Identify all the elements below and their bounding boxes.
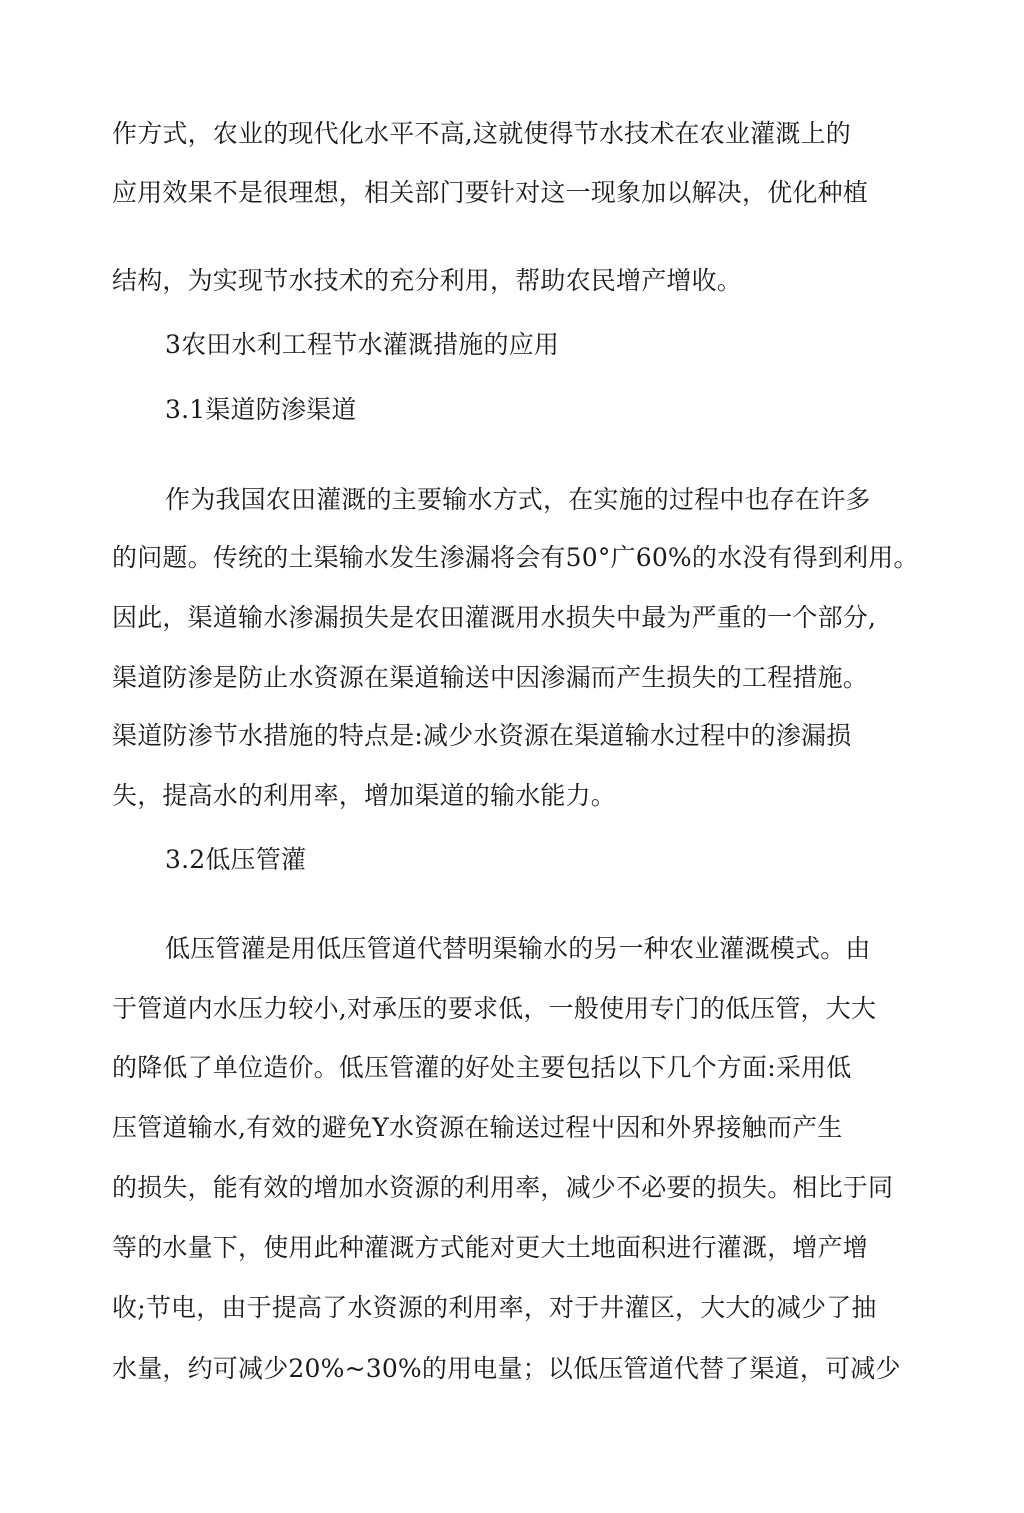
paragraph-line: 渠道防渗节水措施的特点是:减少水资源在渠道输水过程中的渗漏损: [112, 721, 852, 750]
paragraph-line: 结构，为实现节水技术的充分利用，帮助农民增产增收。: [112, 266, 743, 295]
paragraph-line: 的降低了单位造价。低压管灌的好处主要包括以下几个方面:采用低: [112, 1053, 852, 1082]
paragraph-line: 水量，约可减少20%~30%的用电量；以低压管道代替了渠道，可减少: [112, 1354, 901, 1383]
paragraph-line: 作为我国农田灌溉的主要输水方式，在实施的过程中也存在许多: [165, 485, 871, 514]
paragraph-line: 的损失，能有效的增加水资源的利用率，减少不必要的损失。相比于同: [112, 1173, 894, 1202]
paragraph-line: 收;节电，由于提高了水资源的利用率，对于井灌区，大大的减少了抽: [112, 1293, 877, 1322]
paragraph-line: 的问题。传统的土渠输水发生渗漏将会有50°广60%的水没有得到利用。: [112, 543, 919, 572]
paragraph-line: 作方式，农业的现代化水平不高,这就使得节水技术在农业灌溉上的: [112, 119, 851, 148]
section-heading: 3农田水利工程节水灌溉措施的应用: [165, 330, 560, 359]
paragraph-line: 压管道输水,有效的避免Y水资源在输送过程屮因和外界接触而产生: [112, 1113, 843, 1142]
paragraph-line: 应用效果不是很理想，相关部门要针对这一现象加以解决，优化种植: [112, 178, 869, 207]
paragraph-line: 低压管灌是用低压管道代替明渠输水的另一种农业灌溉模式。由: [165, 934, 871, 963]
subsection-heading: 3.1渠道防渗渠道: [165, 395, 357, 424]
paragraph-line: 失，提高水的利用率，增加渠道的输水能力。: [112, 781, 617, 810]
paragraph-line: 于管道内水压力较小,对承压的要求低，一般使用专门的低压管，大大: [112, 994, 877, 1023]
paragraph-line: 因此，渠道输水渗漏损失是农田灌溉用水损失中最为严重的一个部分,: [112, 603, 877, 632]
paragraph-line: 等的水量下，使用此种灌溉方式能对更大土地面积进行灌溉，增产增: [112, 1233, 869, 1262]
paragraph-line: 渠道防渗是防止水资源在渠道输送中因渗漏而产生损失的工程措施。: [112, 663, 869, 692]
subsection-heading: 3.2低压管灌: [165, 845, 307, 874]
